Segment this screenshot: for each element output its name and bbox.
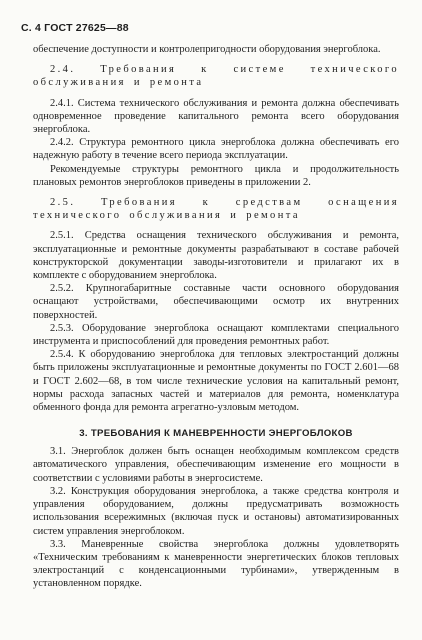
paragraph-2-4-1: 2.4.1. Система технического обслуживания и ремонта должна обеспечивать одновременное проведение капитального ремонта всего оборудования энергоблока. bbox=[33, 97, 399, 136]
paragraph-3-2: 3.2. Конструкция оборудования энергоблока, а также средства контроля и управления оборудованием, должны предусматривать возможность использования всережимных (включая пуск и остановы) автоматизированных систем управления энергоблоком. bbox=[33, 485, 399, 537]
section-title-3: 3. ТРЕБОВАНИЯ К МАНЕВРЕННОСТИ ЭНЕРГОБЛОКОВ bbox=[79, 428, 353, 440]
page-header: С. 4 ГОСТ 27625—88 bbox=[21, 22, 129, 34]
paragraph-recommended: Рекомендуемые структуры ремонтного цикла и продолжительность плановых ремонтов энергоблоков приведены в приложении 2. bbox=[33, 163, 399, 188]
page-content bbox=[33, 43, 399, 591]
paragraph-2-4-2: 2.4.2. Структура ремонтного цикла энергоблока должна обеспечивать его надежную работу в течение всего периода эксплуатации. bbox=[33, 137, 399, 162]
subsection-heading-2-5: 2.5. Требования к средствам оснащения технического обслуживания и ремонта bbox=[33, 197, 399, 222]
paragraph-2-5-2: 2.5.2. Крупногабаритные составные части основного оборудования оснащают устройствами, обеспечивающими осмотр их внутренних поверхностей. bbox=[33, 283, 399, 321]
paragraph-2-5-4: 2.5.4. К оборудованию энергоблока для тепловых электростанций должны быть приложены эксплуатационные и ремонтные документы по ГОСТ 2.601—68 и ГОСТ 2.602—68, в том числе технические условия на капитальный ремонт, нормы расхода запасных частей и материалов для ремонта, номенклатура обменного фонда для ремонта агрегатно-узловым методом. bbox=[33, 349, 399, 414]
paragraph-2-5-3: 2.5.3. Оборудование энергоблока оснащают комплектами специального инструмента и приспособлений для проведения ремонтных работ. bbox=[33, 322, 399, 348]
paragraph-3-3: 3.3. Маневренные свойства энергоблока должны удовлетворять «Техническим требованиям к маневренности энергетических блоков тепловых электростанций с конденсационными турбинами», утвержденным в установленном порядке. bbox=[33, 538, 399, 590]
paragraph-continuation: обеспечение доступности и контролепригодности оборудования энергоблока. bbox=[33, 44, 381, 55]
paragraph-2-5-1: 2.5.1. Средства оснащения технического обслуживания и ремонта, эксплуатационные и ремонтные документы разрабатывают в составе рабочей конструкторской документации заводы-изготовители и прилагают их в комплекте с оборудованием энергоблока. bbox=[33, 230, 399, 282]
subsection-heading-2-4: 2.4. Требования к системе технического обслуживания и ремонта bbox=[33, 64, 399, 89]
paragraph-3-1: 3.1. Энергоблок должен быть оснащен необходимым комплексом средств автоматического управления, обеспечивающим изменение его мощности в соответствии с условиями работы в энергосистеме. bbox=[33, 446, 399, 484]
